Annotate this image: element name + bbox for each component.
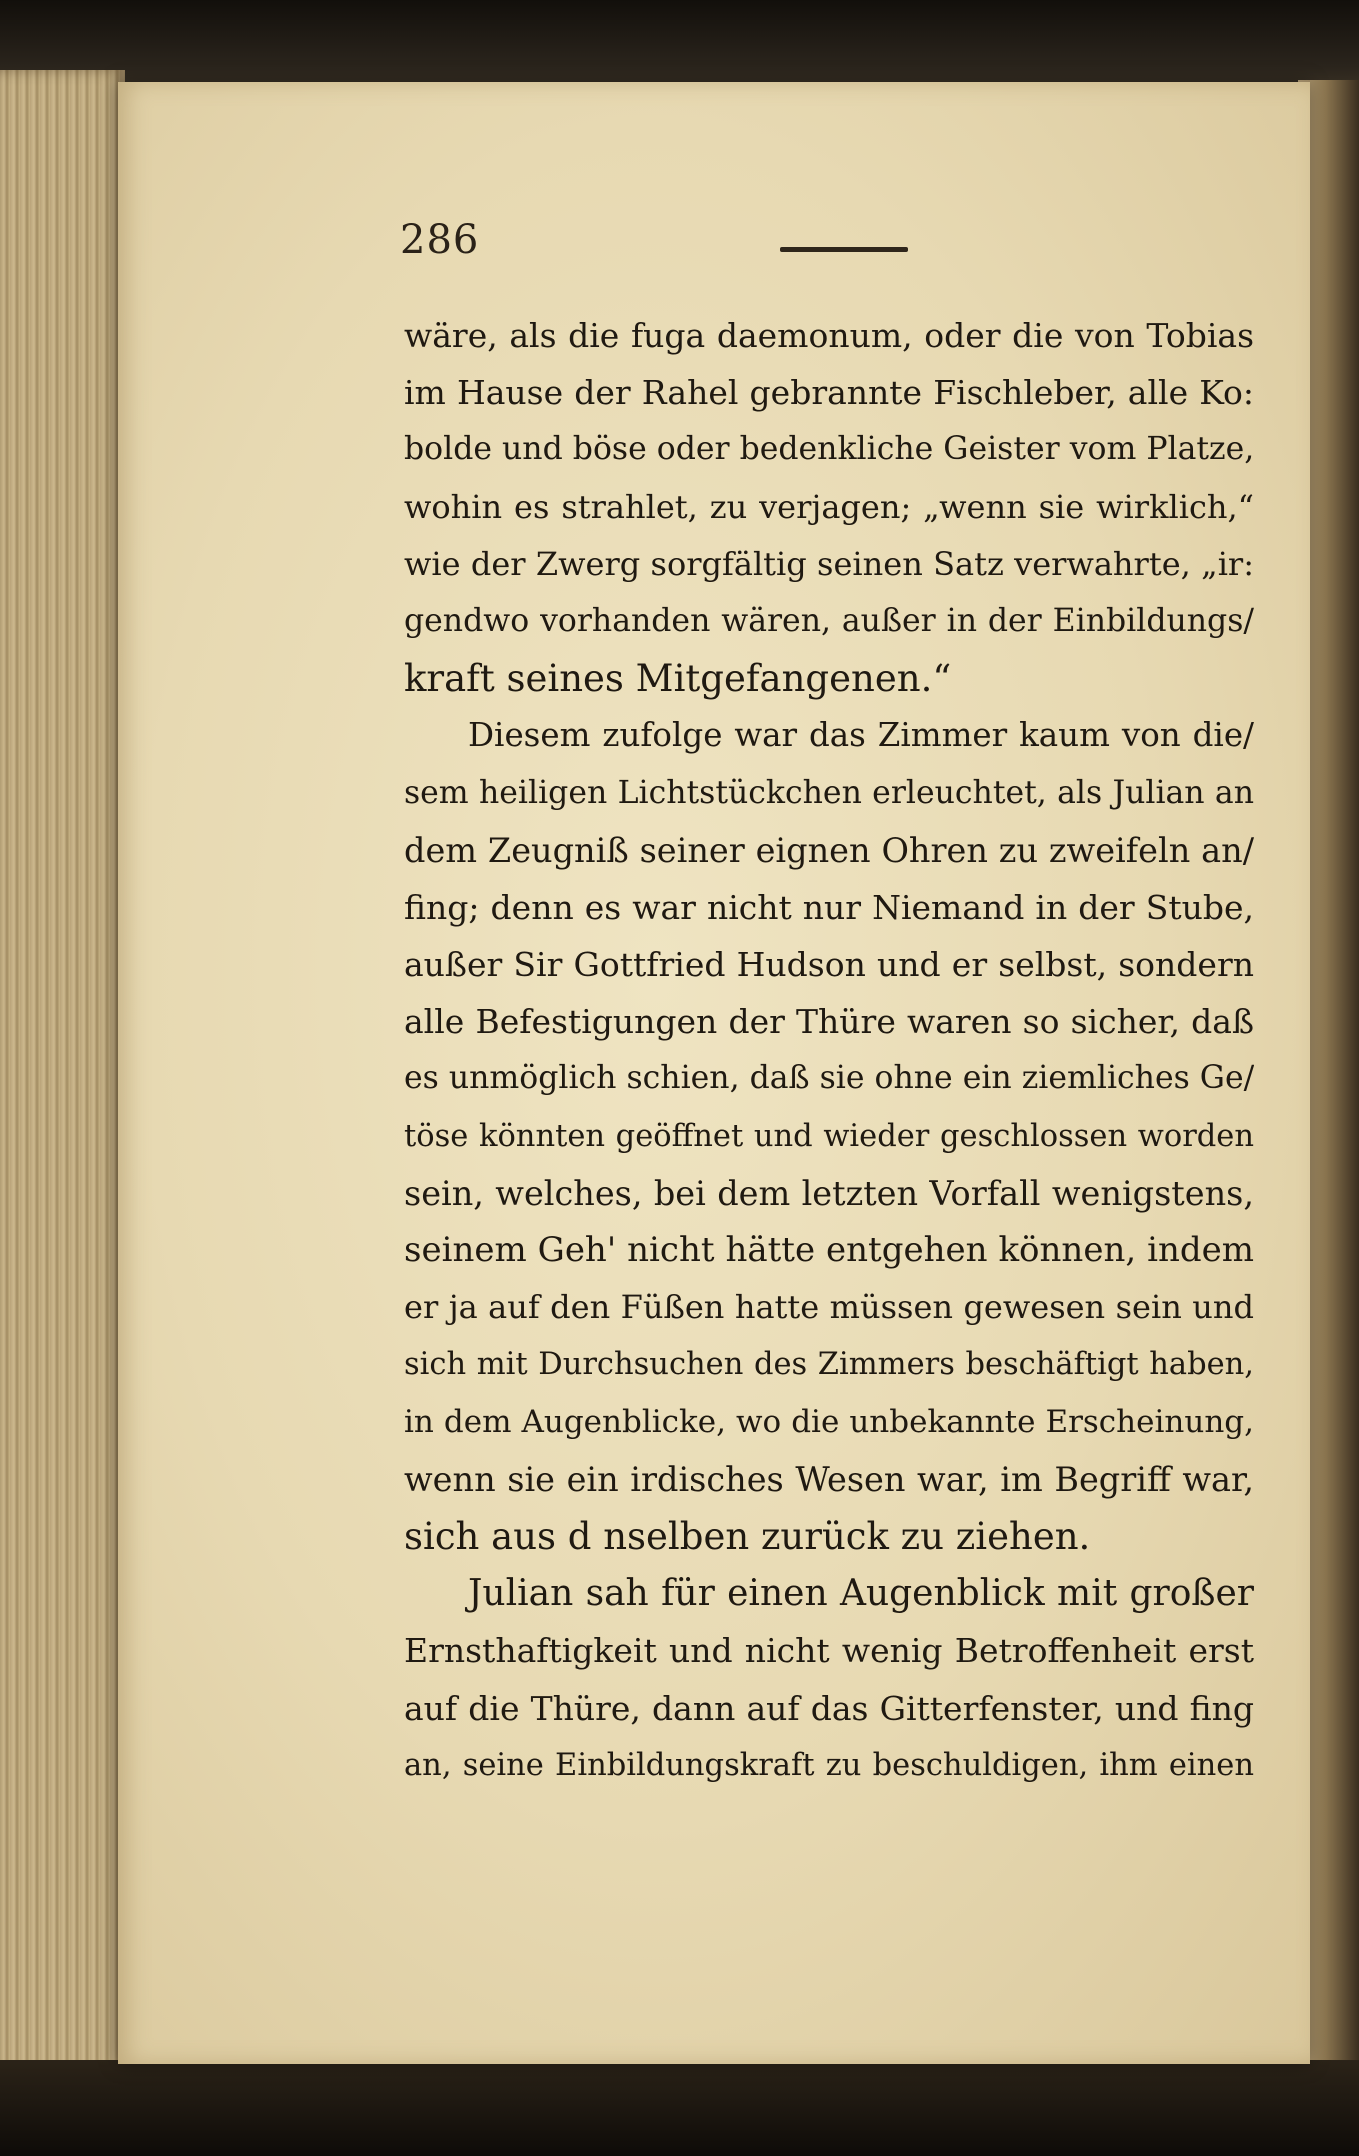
text-line: sich mit Durchsuchen des Zimmers beschäftigt haben, — [404, 1347, 1254, 1383]
text-line: sich aus d nselben zurück zu ziehen. — [404, 1514, 1091, 1558]
text-line: sem heiligen Lichtstückchen erleuchtet, als Julian an — [404, 774, 1254, 811]
text-line: Ernsthaftigkeit und nicht wenig Betroffenheit erst — [404, 1631, 1254, 1671]
text-line: es unmöglich schien, daß sie ohne ein ziemliches Ge/ — [404, 1060, 1254, 1097]
text-line: wenn sie ein irdisches Wesen war, im Begriff war, — [404, 1459, 1254, 1499]
page-number: 286 — [400, 217, 480, 263]
text-line: außer Sir Gottfried Hudson und er selbst, sondern — [404, 945, 1254, 985]
text-line: Julian sah für einen Augenblick mit großer — [468, 1573, 1254, 1615]
text-line: fing; denn es war nicht nur Niemand in der Stube, — [404, 887, 1254, 927]
text-line: sein, welches, bei dem letzten Vorfall wenigstens, — [404, 1173, 1254, 1213]
text-line: dem Zeugniß seiner eignen Ohren zu zweifeln an/ — [404, 830, 1254, 870]
book-page-edges — [0, 70, 125, 2080]
body-text — [404, 307, 1254, 1794]
text-line: wohin es strahlet, zu verjagen; „wenn sie wirklich,“ — [404, 487, 1254, 526]
text-line: bolde und böse oder bedenkliche Geister vom Platze, — [404, 431, 1254, 468]
text-line: er ja auf den Füßen hatte müssen gewesen sein und — [404, 1288, 1254, 1327]
text-line: seinem Geh' nicht hätte entgehen können, indem — [404, 1230, 1254, 1270]
text-line: an, seine Einbildungskraft zu beschuldigen, ihm einen — [404, 1747, 1254, 1783]
text-line: alle Befestigungen der Thüre waren so sicher, daß — [404, 1002, 1254, 1042]
text-line: Diesem zufolge war das Zimmer kaum von die/ — [468, 716, 1254, 755]
text-line: im Hause der Rahel gebrannte Fischleber, alle Ko: — [404, 373, 1254, 413]
header-rule — [780, 247, 908, 252]
text-line: gendwo vorhanden wären, außer in der Einbildungs/ — [404, 602, 1254, 639]
text-line: wie der Zwerg sorgfältig seinen Satz verwahrte, „ir: — [404, 544, 1254, 583]
text-line: kraft seines Mitgefangenen.“ — [404, 657, 952, 701]
text-line: wäre, als die fuga daemonum, oder die von Tobias — [404, 316, 1254, 355]
text-line: auf die Thüre, dann auf das Gitterfenster, und fing — [404, 1688, 1254, 1728]
text-line: in dem Augenblicke, wo die unbekannte Erscheinung, — [404, 1403, 1254, 1440]
background-top — [0, 0, 1359, 95]
background-bottom — [0, 2060, 1359, 2156]
text-line: töse könnten geöffnet und wieder geschlossen worden — [404, 1118, 1254, 1154]
